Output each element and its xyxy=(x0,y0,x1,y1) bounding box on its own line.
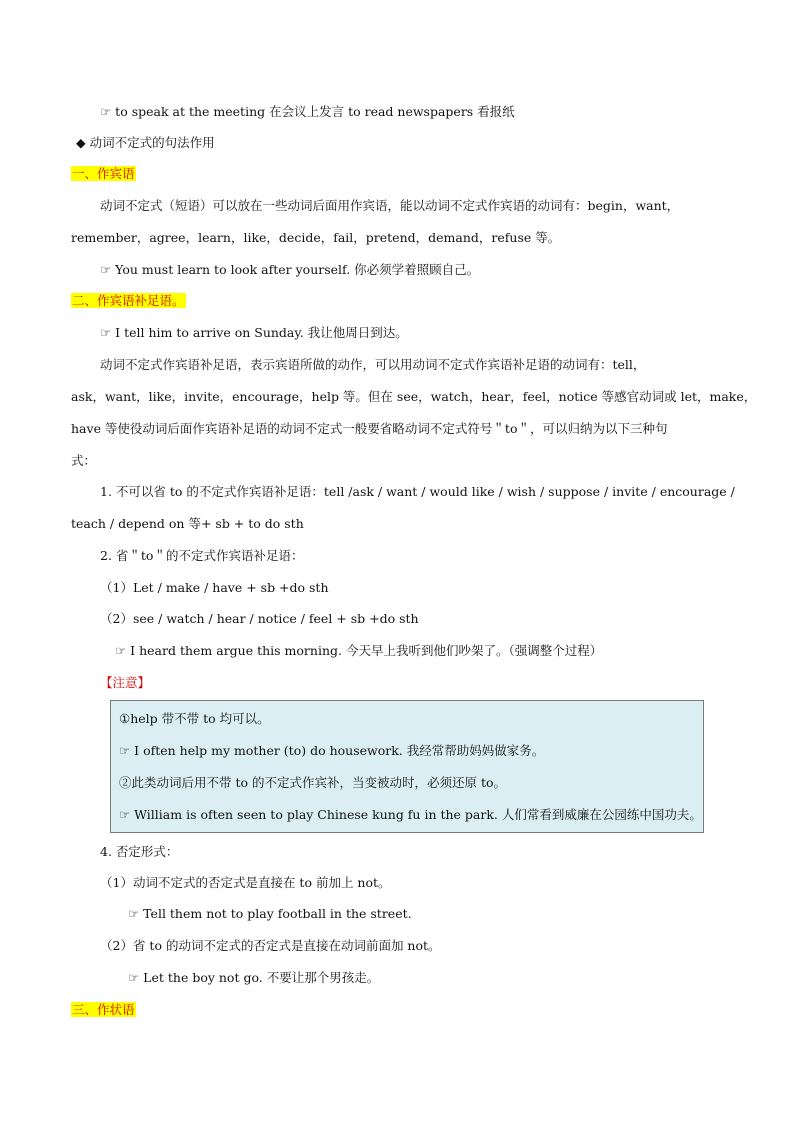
sub-item: （2）see / watch / hear / notice / feel + sb +do sth xyxy=(100,611,419,626)
numbered-item: 2. 省＂to＂的不定式作宾语补足语： xyxy=(100,548,304,563)
example-line: ☞ Let the boy not go. 不要让那个男孩走。 xyxy=(128,970,380,985)
section-bullet-title: ◆ 动词不定式的句法作用 xyxy=(76,135,215,150)
heading-adverbial xyxy=(71,1001,136,1019)
paragraph-line: remember，agree，learn，like，decide，fail，pretend，demand，refuse 等。 xyxy=(71,230,561,245)
example-line: ☞ I heard them argue this morning. 今天早上我听到他们吵架了。（强调整个过程） xyxy=(115,643,603,658)
heading-text: 二、作宾语补足语。 xyxy=(72,293,185,308)
example-line: ☞ I tell him to arrive on Sunday. 我让他周日到达。 xyxy=(100,325,408,340)
note-label: 【注意】 xyxy=(100,675,151,690)
numbered-item: 1. 不可以省 to 的不定式作宾语补足语：tell /ask / want / would like / wish / suppose / invite / encourage / xyxy=(100,484,735,499)
note-point: ②此类动词后用不带 to 的不定式作宾补，当变被动时，必须还原 to。 xyxy=(119,775,507,790)
heading-text: 一、作宾语 xyxy=(72,166,135,181)
example-line: ☞ You must learn to look after yourself. 你必须学着照顾自己。 xyxy=(100,262,480,277)
sub-item: （2）省 to 的动词不定式的否定式是直接在动词前面加 not。 xyxy=(100,938,441,953)
paragraph-line: 动词不定式（短语）可以放在一些动词后面用作宾语，能以动词不定式作宾语的动词有：begin，want， xyxy=(100,198,680,213)
example-line: ☞ to speak at the meeting 在会议上发言 to read newspapers 看报纸 xyxy=(100,104,515,119)
sub-item: （1）动词不定式的否定式是直接在 to 前加上 not。 xyxy=(100,875,391,890)
heading-object-complement xyxy=(71,292,186,310)
note-example: ☞ I often help my mother (to) do housework. 我经常帮助妈妈做家务。 xyxy=(119,743,545,758)
numbered-item: 4. 否定形式： xyxy=(100,844,179,859)
example-line: ☞ Tell them not to play football in the street. xyxy=(128,906,412,921)
heading-object xyxy=(71,165,136,183)
note-point: ①help 带不带 to 均可以。 xyxy=(119,711,270,726)
sub-item: （1）Let / make / have + sb +do sth xyxy=(100,580,329,595)
paragraph-line: 式： xyxy=(71,453,97,468)
note-example: ☞ William is often seen to play Chinese kung fu in the park. 人们常看到威廉在公园练中国功夫。 xyxy=(119,807,702,822)
note-box xyxy=(110,700,704,833)
paragraph-line: 动词不定式作宾语补足语，表示宾语所做的动作，可以用动词不定式作宾语补足语的动词有：tell， xyxy=(100,357,646,372)
heading-text: 三、作状语 xyxy=(72,1002,135,1017)
paragraph-line: ask，want，like，invite，encourage，help 等。但在 see，watch，hear，feel，notice 等感官动词或 let，make， xyxy=(71,389,757,404)
paragraph-line: have 等使役动词后面作宾语补足语的动词不定式一般要省略动词不定式符号＂to＂，可以归纳为以下三种句 xyxy=(71,421,668,436)
numbered-item-cont: teach / depend on 等+ sb + to do sth xyxy=(71,516,304,531)
